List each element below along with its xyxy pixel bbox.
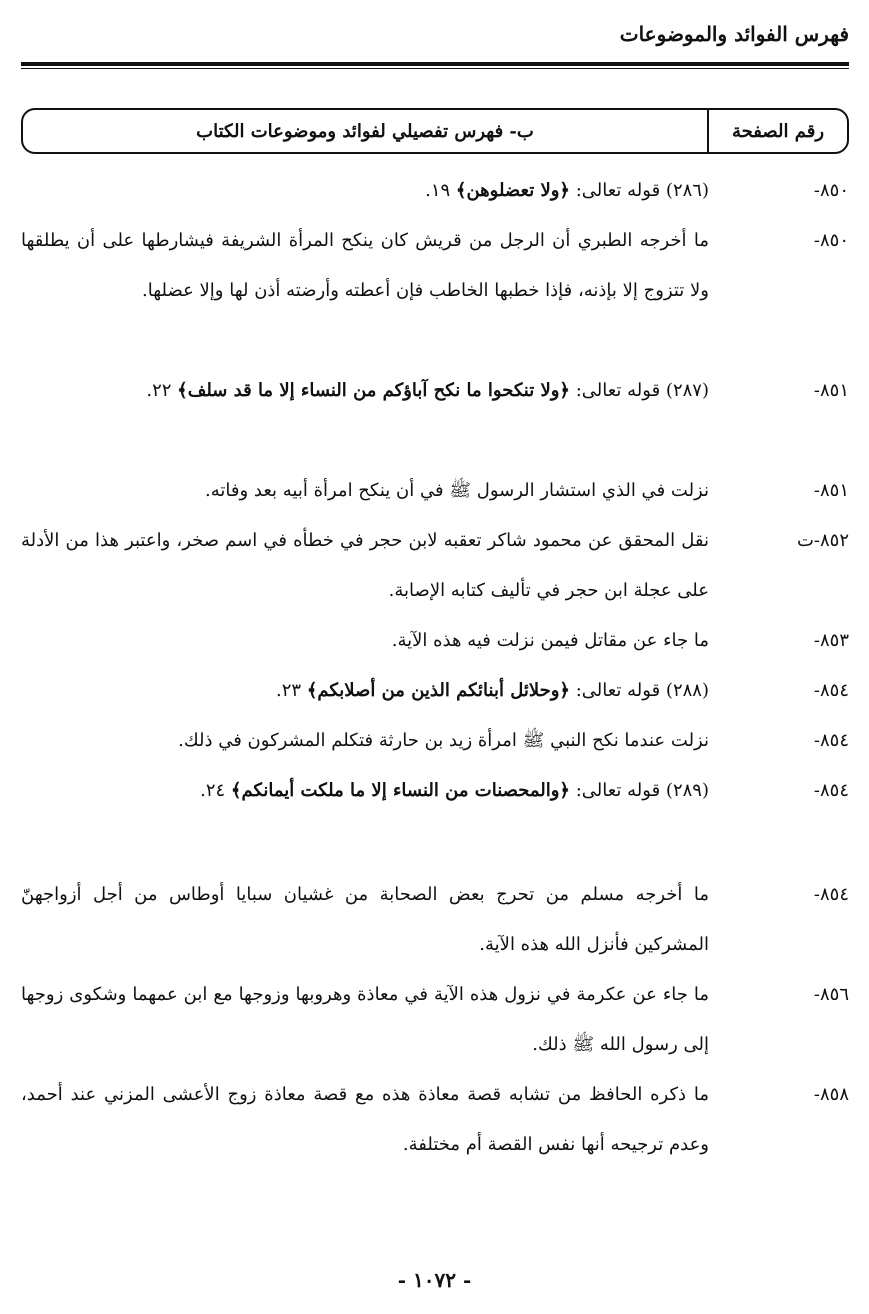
index-title-column-header: ب- فهرس تفصيلي لفوائد وموضوعات الكتاب xyxy=(196,120,534,142)
entry-page-ref: ٨٥٠- xyxy=(813,230,849,251)
entry-verse-intro: (٢٨٨) قوله تعالى: xyxy=(569,680,709,701)
page-number: - ١٠٧٢ - xyxy=(397,1268,472,1292)
entry-page-ref: ٨٥١- xyxy=(813,380,849,401)
entry-text xyxy=(21,366,709,416)
entry-page-ref: ٨٥٤- xyxy=(813,884,849,905)
quran-verse: ﴿ولا تعضلوهن﴾ xyxy=(455,180,570,201)
entry-verse-intro: (٢٨٧) قوله تعالى: xyxy=(569,380,709,401)
entry-page-ref: ٨٥٤- xyxy=(813,780,849,801)
index-entry xyxy=(21,516,849,616)
verse-number: ١٩. xyxy=(425,180,456,201)
index-entry xyxy=(21,870,849,970)
entry-text: ما جاء عن مقاتل فيمن نزلت فيه هذه الآية. xyxy=(391,630,709,651)
index-entry xyxy=(21,666,849,716)
entry-text: نزلت عندما نكح النبي ﷺ امرأة زيد بن حارثة فتكلم المشركون في ذلك. xyxy=(178,730,709,751)
entry-verse-intro: (٢٨٦) قوله تعالى: xyxy=(569,180,709,201)
entry-text: نقل المحقق عن محمود شاكر تعقبه لابن حجر في خطأه في اسم صخر، واعتبر هذا من الأدلة على عجلة ابن حجر في تأليف كتابه الإصابة. xyxy=(21,530,709,601)
entry-text xyxy=(21,166,709,216)
index-entry xyxy=(21,366,849,466)
quran-verse: ﴿وحلائل أبنائكم الذين من أصلابكم﴾ xyxy=(306,680,570,701)
index-entry xyxy=(21,616,849,666)
entry-page-ref: ٨٥٤- xyxy=(813,730,849,751)
entry-page-ref: ٨٥١- xyxy=(813,480,849,501)
index-entry xyxy=(21,216,849,366)
entry-text xyxy=(21,766,709,816)
entry-text: ما جاء عن عكرمة في نزول هذه الآية في معاذة وهروبها وزوجها مع ابن عمهما وشكوى زوجها إلى رسول الله ﷺ ذلك. xyxy=(21,984,709,1055)
entry-verse-intro: (٢٨٩) قوله تعالى: xyxy=(569,780,709,801)
index-entry xyxy=(21,766,849,866)
entry-text: ما أخرجه الطبري أن الرجل من قريش كان ينكح المرأة الشريفة فيشارطها على أن يطلقها ولا تتزوج إلا بإذنه، فإذا خطبها الخاطب فإن أعطته وأرضته أذن لها وإلا عضلها. xyxy=(21,230,709,301)
entry-page-ref: ٨٥٠- xyxy=(813,180,849,201)
verse-number: ٢٤. xyxy=(200,780,231,801)
verse-number: ٢٢. xyxy=(146,380,178,401)
index-entry xyxy=(21,970,849,1070)
entry-page-ref: ٨٥٨- xyxy=(813,1084,849,1105)
entry-text: ما ذكره الحافظ من تشابه قصة معاذة هذه مع قصة معاذة زوج الأعشى المزني عند أحمد، وعدم ترجيحه أنها نفس القصة أم مختلفة. xyxy=(21,1084,709,1155)
header-rule-thin xyxy=(21,68,849,69)
index-entry xyxy=(21,466,849,516)
index-entry xyxy=(21,166,849,216)
page-number-column-header: رقم الصفحة xyxy=(707,110,847,152)
index-entry xyxy=(21,716,849,766)
verse-number: ٢٣. xyxy=(276,680,307,701)
running-head: فهرس الفوائد والموضوعات xyxy=(619,22,849,46)
entry-text: نزلت في الذي استشار الرسول ﷺ في أن ينكح امرأة أبيه بعد وفاته. xyxy=(205,480,709,501)
entry-page-ref: ٨٥٤- xyxy=(813,680,849,701)
entry-page-ref: ٨٥٣- xyxy=(813,630,849,651)
quran-verse: ﴿ولا تنكحوا ما نكح آباؤكم من النساء إلا ما قد سلف﴾ xyxy=(177,380,570,401)
quran-verse: ﴿والمحصنات من النساء إلا ما ملكت أيمانكم﴾ xyxy=(230,780,570,801)
entry-text xyxy=(21,666,709,716)
entry-text: ما أخرجه مسلم من تحرج بعض الصحابة من غشيان سبايا أوطاس من أجل أزواجهنّ المشركين فأنزل الله هذه الآية. xyxy=(21,884,709,955)
entry-page-ref: ٨٥٦- xyxy=(813,984,849,1005)
index-entry xyxy=(21,1070,849,1170)
header-rule xyxy=(21,62,849,66)
index-table-header xyxy=(21,108,849,154)
entry-page-ref: ٨٥٢-ت xyxy=(796,530,849,551)
